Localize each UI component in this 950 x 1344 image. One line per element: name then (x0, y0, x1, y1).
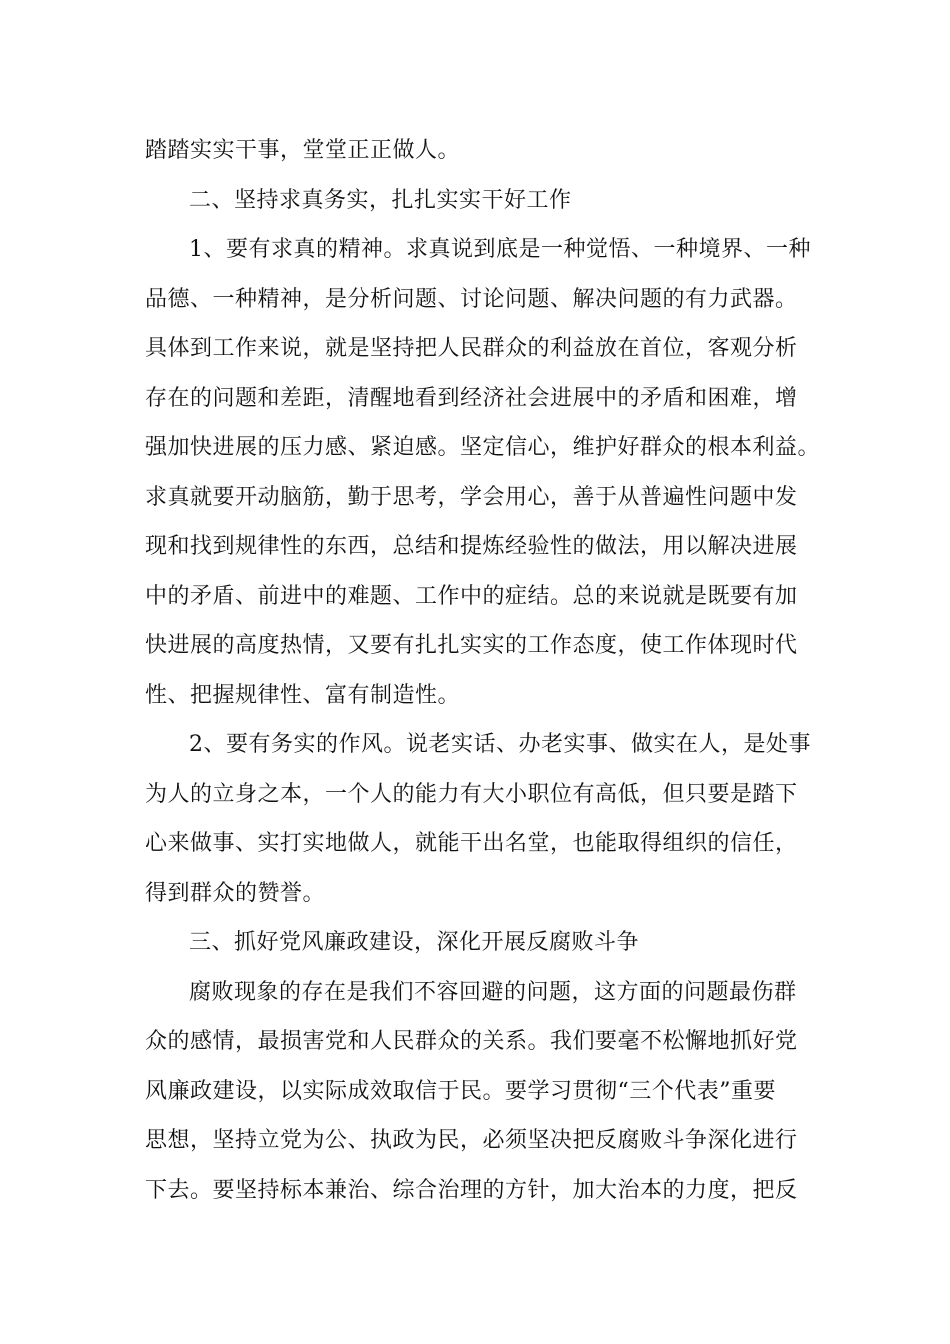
text-line: 心来做事、实打实地做人，就能干出名堂，也能取得组织的信任， (145, 831, 798, 856)
text-line: 存在的问题和差距，清醒地看到经济社会进展中的矛盾和困难，增 (145, 385, 798, 411)
text-line: 2、要有务实的作风。说老实话、办老实事、做实在人，是处事 (189, 732, 811, 757)
text-line: 思想，坚持立党为公、执政为民，必须坚决把反腐败斗争深化进行 (145, 1128, 798, 1153)
text-line: 快进展的高度热情，又要有扎扎实实的工作态度，使工作体现时代 (145, 633, 798, 658)
text-line: 得到群众的赞誉。 (145, 880, 326, 906)
document-body (145, 126, 820, 1215)
text-line: 下去。要坚持标本兼治、综合治理的方针，加大治本的力度，把反 (145, 1177, 798, 1203)
text-line: 风廉政建设，以实际成效取信于民。要学习贯彻“三个代表”重要 (145, 1078, 776, 1104)
text-line: 1、要有求真的精神。求真说到底是一种觉悟、一种境界、一种 (189, 237, 811, 262)
text-line: 现和找到规律性的东西，总结和提炼经验性的做法，用以解决进展 (145, 534, 798, 559)
text-line: 中的矛盾、前进中的难题、工作中的症结。总的来说就是既要有加 (145, 583, 798, 609)
text-line: 踏踏实实干事，堂堂正正做人。 (145, 138, 461, 163)
text-line: 腐败现象的存在是我们不容回避的问题，这方面的问题最伤群 (189, 979, 797, 1005)
text-line: 具体到工作来说，就是坚持把人民群众的利益放在首位，客观分析 (145, 336, 798, 361)
text-line: 二、坚持求真务实，扎扎实实干好工作 (189, 187, 572, 213)
text-line: 强加快进展的压力感、紧迫感。坚定信心，维护好群众的根本利益。 (145, 435, 821, 460)
text-line: 性、把握规律性、富有制造性。 (145, 682, 461, 708)
text-line: 为人的立身之本，一个人的能力有大小职位有高低，但只要是踏下 (145, 781, 798, 807)
text-line: 品德、一种精神，是分析问题、讨论问题、解决问题的有力武器。 (145, 286, 798, 312)
text-line: 众的感情，最损害党和人民群众的关系。我们要毫不松懈地抓好党 (145, 1029, 798, 1054)
text-line: 三、抓好党风廉政建设，深化开展反腐败斗争 (189, 930, 640, 955)
text-line: 求真就要开动脑筋，勤于思考，学会用心，善于从普遍性问题中发 (145, 484, 798, 510)
